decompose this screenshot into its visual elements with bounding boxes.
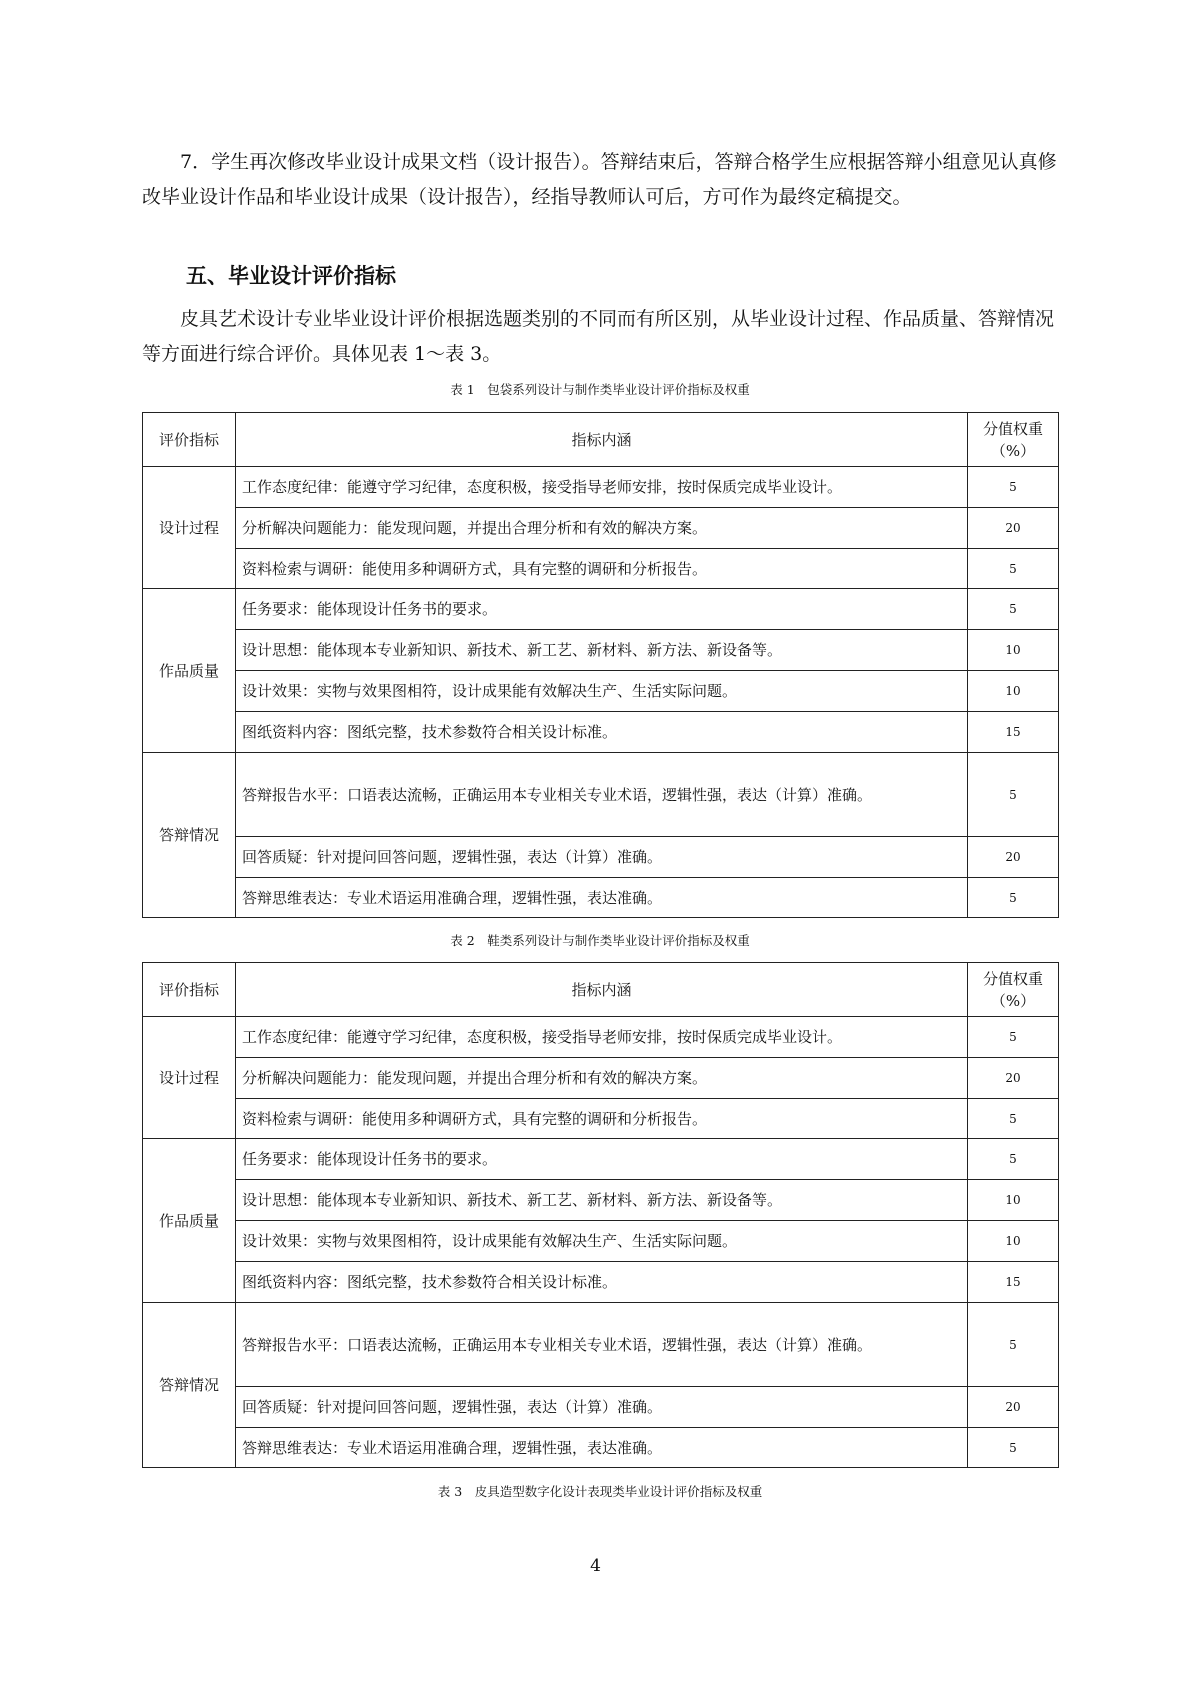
score-cell: 5 bbox=[968, 878, 1059, 918]
table-header-row bbox=[143, 963, 1059, 1017]
score-cell: 5 bbox=[968, 753, 1059, 837]
score-cell: 20 bbox=[968, 837, 1059, 878]
table1-caption: 表 1 包袋系列设计与制作类毕业设计评价指标及权重 bbox=[450, 382, 750, 397]
score-cell: 15 bbox=[968, 712, 1059, 753]
score-cell: 10 bbox=[968, 1221, 1059, 1262]
criterion-cell: 答辩思维表达：专业术语运用准确合理，逻辑性强，表达准确。 bbox=[236, 878, 968, 918]
criterion-cell: 答辩报告水平：口语表达流畅，正确运用本专业相关专业术语，逻辑性强，表达（计算）准确。 bbox=[236, 1303, 968, 1387]
table-row bbox=[143, 1139, 1059, 1180]
criterion-cell: 任务要求：能体现设计任务书的要求。 bbox=[236, 589, 968, 630]
category-cell: 设计过程 bbox=[143, 1017, 236, 1139]
criterion-cell: 答辩报告水平：口语表达流畅，正确运用本专业相关专业术语，逻辑性强，表达（计算）准确。 bbox=[236, 753, 968, 837]
table-row bbox=[143, 753, 1059, 837]
evaluation-table-2 bbox=[142, 962, 1059, 1468]
table-row bbox=[143, 1262, 1059, 1303]
header-indicator: 评价指标 bbox=[143, 413, 236, 467]
table-row bbox=[143, 1387, 1059, 1428]
table2-caption: 表 2 鞋类系列设计与制作类毕业设计评价指标及权重 bbox=[450, 933, 750, 948]
criterion-cell: 工作态度纪律：能遵守学习纪律，态度积极，接受指导老师安排，按时保质完成毕业设计。 bbox=[236, 467, 968, 508]
score-cell: 20 bbox=[968, 508, 1059, 549]
score-cell: 10 bbox=[968, 630, 1059, 671]
criterion-cell: 分析解决问题能力：能发现问题，并提出合理分析和有效的解决方案。 bbox=[236, 1058, 968, 1099]
criterion-cell: 任务要求：能体现设计任务书的要求。 bbox=[236, 1139, 968, 1180]
criterion-cell: 设计思想：能体现本专业新知识、新技术、新工艺、新材料、新方法、新设备等。 bbox=[236, 1180, 968, 1221]
table-row bbox=[143, 589, 1059, 630]
header-content: 指标内涵 bbox=[236, 963, 968, 1017]
score-cell: 15 bbox=[968, 1262, 1059, 1303]
header-weight: 分值权重（%） bbox=[968, 413, 1059, 467]
category-cell: 作品质量 bbox=[143, 589, 236, 753]
score-cell: 5 bbox=[968, 1139, 1059, 1180]
header-indicator: 评价指标 bbox=[143, 963, 236, 1017]
table-row bbox=[143, 878, 1059, 918]
table-row bbox=[143, 1303, 1059, 1387]
criterion-cell: 设计效果：实物与效果图相符，设计成果能有效解决生产、生活实际问题。 bbox=[236, 671, 968, 712]
score-cell: 10 bbox=[968, 671, 1059, 712]
paragraph-7: 7．学生再次修改毕业设计成果文档（设计报告）。答辩结束后，答辩合格学生应根据答辩小组意见认真修改毕业设计作品和毕业设计成果（设计报告），经指导教师认可后，方可作为最终定稿提交。 bbox=[142, 151, 1057, 208]
table-row bbox=[143, 1017, 1059, 1058]
criterion-cell: 分析解决问题能力：能发现问题，并提出合理分析和有效的解决方案。 bbox=[236, 508, 968, 549]
category-cell: 答辩情况 bbox=[143, 1303, 236, 1468]
table3-caption: 表 3 皮具造型数字化设计表现类毕业设计评价指标及权重 bbox=[437, 1484, 763, 1499]
criterion-cell: 设计思想：能体现本专业新知识、新技术、新工艺、新材料、新方法、新设备等。 bbox=[236, 630, 968, 671]
table-row bbox=[143, 467, 1059, 508]
score-cell: 5 bbox=[968, 467, 1059, 508]
criterion-cell: 资料检索与调研：能使用多种调研方式，具有完整的调研和分析报告。 bbox=[236, 549, 968, 589]
criterion-cell: 回答质疑：针对提问回答问题，逻辑性强，表达（计算）准确。 bbox=[236, 1387, 968, 1428]
score-cell: 5 bbox=[968, 589, 1059, 630]
score-cell: 5 bbox=[968, 1017, 1059, 1058]
table-row bbox=[143, 671, 1059, 712]
score-cell: 5 bbox=[968, 1099, 1059, 1139]
score-cell: 10 bbox=[968, 1180, 1059, 1221]
criterion-cell: 资料检索与调研：能使用多种调研方式，具有完整的调研和分析报告。 bbox=[236, 1099, 968, 1139]
category-cell: 设计过程 bbox=[143, 467, 236, 589]
table-row bbox=[143, 1180, 1059, 1221]
table-row bbox=[143, 549, 1059, 589]
criterion-cell: 回答质疑：针对提问回答问题，逻辑性强，表达（计算）准确。 bbox=[236, 837, 968, 878]
category-cell: 作品质量 bbox=[143, 1139, 236, 1303]
score-cell: 5 bbox=[968, 549, 1059, 589]
intro-paragraph: 皮具艺术设计专业毕业设计评价根据选题类别的不同而有所区别，从毕业设计过程、作品质量、答辩情况等方面进行综合评价。具体见表 1～表 3。 bbox=[142, 308, 1055, 365]
header-weight: 分值权重（%） bbox=[968, 963, 1059, 1017]
criterion-cell: 工作态度纪律：能遵守学习纪律，态度积极，接受指导老师安排，按时保质完成毕业设计。 bbox=[236, 1017, 968, 1058]
table-row bbox=[143, 1058, 1059, 1099]
score-cell: 20 bbox=[968, 1058, 1059, 1099]
score-cell: 20 bbox=[968, 1387, 1059, 1428]
section-heading: 五、毕业设计评价指标 bbox=[186, 264, 396, 288]
table-row bbox=[143, 1428, 1059, 1468]
page-number: 4 bbox=[590, 1556, 601, 1576]
category-cell: 答辩情况 bbox=[143, 753, 236, 918]
table-row bbox=[143, 1099, 1059, 1139]
table-row bbox=[143, 508, 1059, 549]
header-content: 指标内涵 bbox=[236, 413, 968, 467]
table-row bbox=[143, 1221, 1059, 1262]
score-cell: 5 bbox=[968, 1303, 1059, 1387]
table-header-row bbox=[143, 413, 1059, 467]
score-cell: 5 bbox=[968, 1428, 1059, 1468]
criterion-cell: 图纸资料内容：图纸完整，技术参数符合相关设计标准。 bbox=[236, 712, 968, 753]
table-row bbox=[143, 837, 1059, 878]
criterion-cell: 图纸资料内容：图纸完整，技术参数符合相关设计标准。 bbox=[236, 1262, 968, 1303]
criterion-cell: 设计效果：实物与效果图相符，设计成果能有效解决生产、生活实际问题。 bbox=[236, 1221, 968, 1262]
criterion-cell: 答辩思维表达：专业术语运用准确合理，逻辑性强，表达准确。 bbox=[236, 1428, 968, 1468]
evaluation-table-1 bbox=[142, 412, 1059, 918]
table-row bbox=[143, 630, 1059, 671]
table-row bbox=[143, 712, 1059, 753]
